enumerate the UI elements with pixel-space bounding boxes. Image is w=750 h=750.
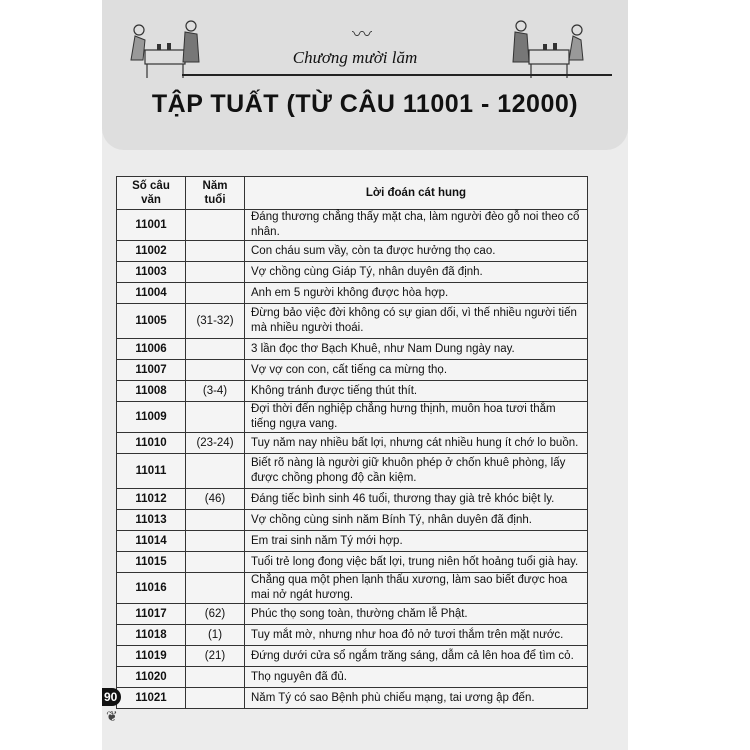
chess-players-illustration-right <box>507 10 587 80</box>
table-row <box>117 304 588 339</box>
table-row <box>117 573 588 604</box>
table-row <box>117 531 588 552</box>
row-code: 11015 <box>117 552 186 573</box>
chapter-label: Chương mười lăm <box>292 48 418 67</box>
row-code: 11004 <box>117 283 186 304</box>
row-age <box>186 360 245 381</box>
row-prophecy: Tuy mắt mờ, nhưng như hoa đỏ nở tươi thắm trên mặt nước. <box>245 625 588 646</box>
table-row <box>117 667 588 688</box>
row-age <box>186 339 245 360</box>
row-code: 11013 <box>117 510 186 531</box>
row-prophecy: Không tránh được tiếng thút thít. <box>245 381 588 402</box>
page-title: TẬP TUẤT (TỪ CÂU 11001 - 12000) <box>151 90 579 118</box>
row-age <box>186 688 245 709</box>
row-prophecy: Anh em 5 người không được hòa hợp. <box>245 283 588 304</box>
prophecy-table <box>116 176 588 709</box>
row-age: (62) <box>186 604 245 625</box>
row-code: 11014 <box>117 531 186 552</box>
row-code: 11010 <box>117 433 186 454</box>
row-prophecy: Vợ vợ con con, cất tiếng ca mừng thọ. <box>245 360 588 381</box>
crane-ornament-icon: 〰 <box>352 24 372 46</box>
row-code: 11005 <box>117 304 186 339</box>
row-prophecy: Phúc thọ song toàn, thường chăm lễ Phật. <box>245 604 588 625</box>
page-number: 90 <box>102 688 121 706</box>
book-page <box>102 0 628 750</box>
row-code: 11020 <box>117 667 186 688</box>
row-age: (23-24) <box>186 433 245 454</box>
row-age <box>186 454 245 489</box>
table-row <box>117 402 588 433</box>
table-row <box>117 360 588 381</box>
row-age <box>186 510 245 531</box>
row-age <box>186 531 245 552</box>
row-code: 11011 <box>117 454 186 489</box>
table-row <box>117 489 588 510</box>
row-age: (46) <box>186 489 245 510</box>
table-row <box>117 241 588 262</box>
row-age <box>186 262 245 283</box>
column-header-prophecy: Lời đoán cát hung <box>245 177 588 210</box>
row-prophecy: Đáng thương chẳng thấy mặt cha, làm người đèo gỗ noi theo cổ nhân. <box>245 210 588 241</box>
row-code: 11003 <box>117 262 186 283</box>
row-age <box>186 667 245 688</box>
row-code: 11018 <box>117 625 186 646</box>
row-age <box>186 402 245 433</box>
row-prophecy: Đứng dưới cửa sổ ngắm trăng sáng, dẫm cả lên hoa để tìm cỏ. <box>245 646 588 667</box>
row-code: 11016 <box>117 573 186 604</box>
table-row <box>117 433 588 454</box>
table-row <box>117 454 588 489</box>
table-row <box>117 552 588 573</box>
table-row <box>117 625 588 646</box>
row-code: 11021 <box>117 688 186 709</box>
row-prophecy: Vợ chồng cùng sinh năm Bính Tý, nhân duyên đã định. <box>245 510 588 531</box>
table-row <box>117 283 588 304</box>
table-row <box>117 210 588 241</box>
table-row <box>117 646 588 667</box>
column-header-age: Năm tuổi <box>186 177 245 210</box>
row-age <box>186 241 245 262</box>
row-prophecy: Chẳng qua một phen lạnh thấu xương, làm sao biết được hoa mai nở ngát hương. <box>245 573 588 604</box>
row-prophecy: Biết rõ nàng là người giữ khuôn phép ở chốn khuê phòng, lấy được chồng phong độ cần kiệm. <box>245 454 588 489</box>
table-header-row <box>117 177 588 210</box>
row-code: 11019 <box>117 646 186 667</box>
row-prophecy: Vợ chồng cùng Giáp Tý, nhân duyên đã định. <box>245 262 588 283</box>
row-prophecy: 3 lần đọc thơ Bạch Khuê, như Nam Dung ngày nay. <box>245 339 588 360</box>
row-prophecy: Em trai sinh năm Tý mới hợp. <box>245 531 588 552</box>
row-prophecy: Đừng bảo việc đời không có sự gian dối, vì thế nhiều người tiến mà nhiều người thoái. <box>245 304 588 339</box>
row-prophecy: Đáng tiếc bình sinh 46 tuổi, thương thay già trẻ khóc biệt ly. <box>245 489 588 510</box>
row-age <box>186 552 245 573</box>
table-row <box>117 339 588 360</box>
row-prophecy: Tuổi trẻ long đong việc bất lợi, trung niên hốt hoảng tuổi già hay. <box>245 552 588 573</box>
table-row <box>117 688 588 709</box>
table-row <box>117 381 588 402</box>
row-age <box>186 573 245 604</box>
chapter-divider-line <box>182 74 612 76</box>
chess-players-illustration-left <box>127 10 207 80</box>
row-prophecy: Tuy năm nay nhiều bất lợi, nhưng cát nhiều hung ít chớ lo buồn. <box>245 433 588 454</box>
column-header-code: Số câu văn <box>117 177 186 210</box>
row-prophecy: Con cháu sum vầy, còn ta được hưởng thọ cao. <box>245 241 588 262</box>
row-code: 11017 <box>117 604 186 625</box>
row-age <box>186 210 245 241</box>
row-age: (31-32) <box>186 304 245 339</box>
row-age: (1) <box>186 625 245 646</box>
table-row <box>117 510 588 531</box>
row-code: 11006 <box>117 339 186 360</box>
row-prophecy: Năm Tý có sao Bệnh phù chiếu mạng, tai ương ập đến. <box>245 688 588 709</box>
row-prophecy: Đợi thời đến nghiệp chẳng hưng thịnh, muôn hoa tươi thắm tiếng ngựa vang. <box>245 402 588 433</box>
row-code: 11008 <box>117 381 186 402</box>
corner-ornament-icon: ❦ <box>106 708 118 724</box>
table-row <box>117 262 588 283</box>
row-code: 11009 <box>117 402 186 433</box>
row-code: 11002 <box>117 241 186 262</box>
row-code: 11012 <box>117 489 186 510</box>
row-age <box>186 283 245 304</box>
row-prophecy: Thọ nguyên đã đủ. <box>245 667 588 688</box>
row-code: 11001 <box>117 210 186 241</box>
row-age: (21) <box>186 646 245 667</box>
row-age: (3-4) <box>186 381 245 402</box>
table-row <box>117 604 588 625</box>
row-code: 11007 <box>117 360 186 381</box>
